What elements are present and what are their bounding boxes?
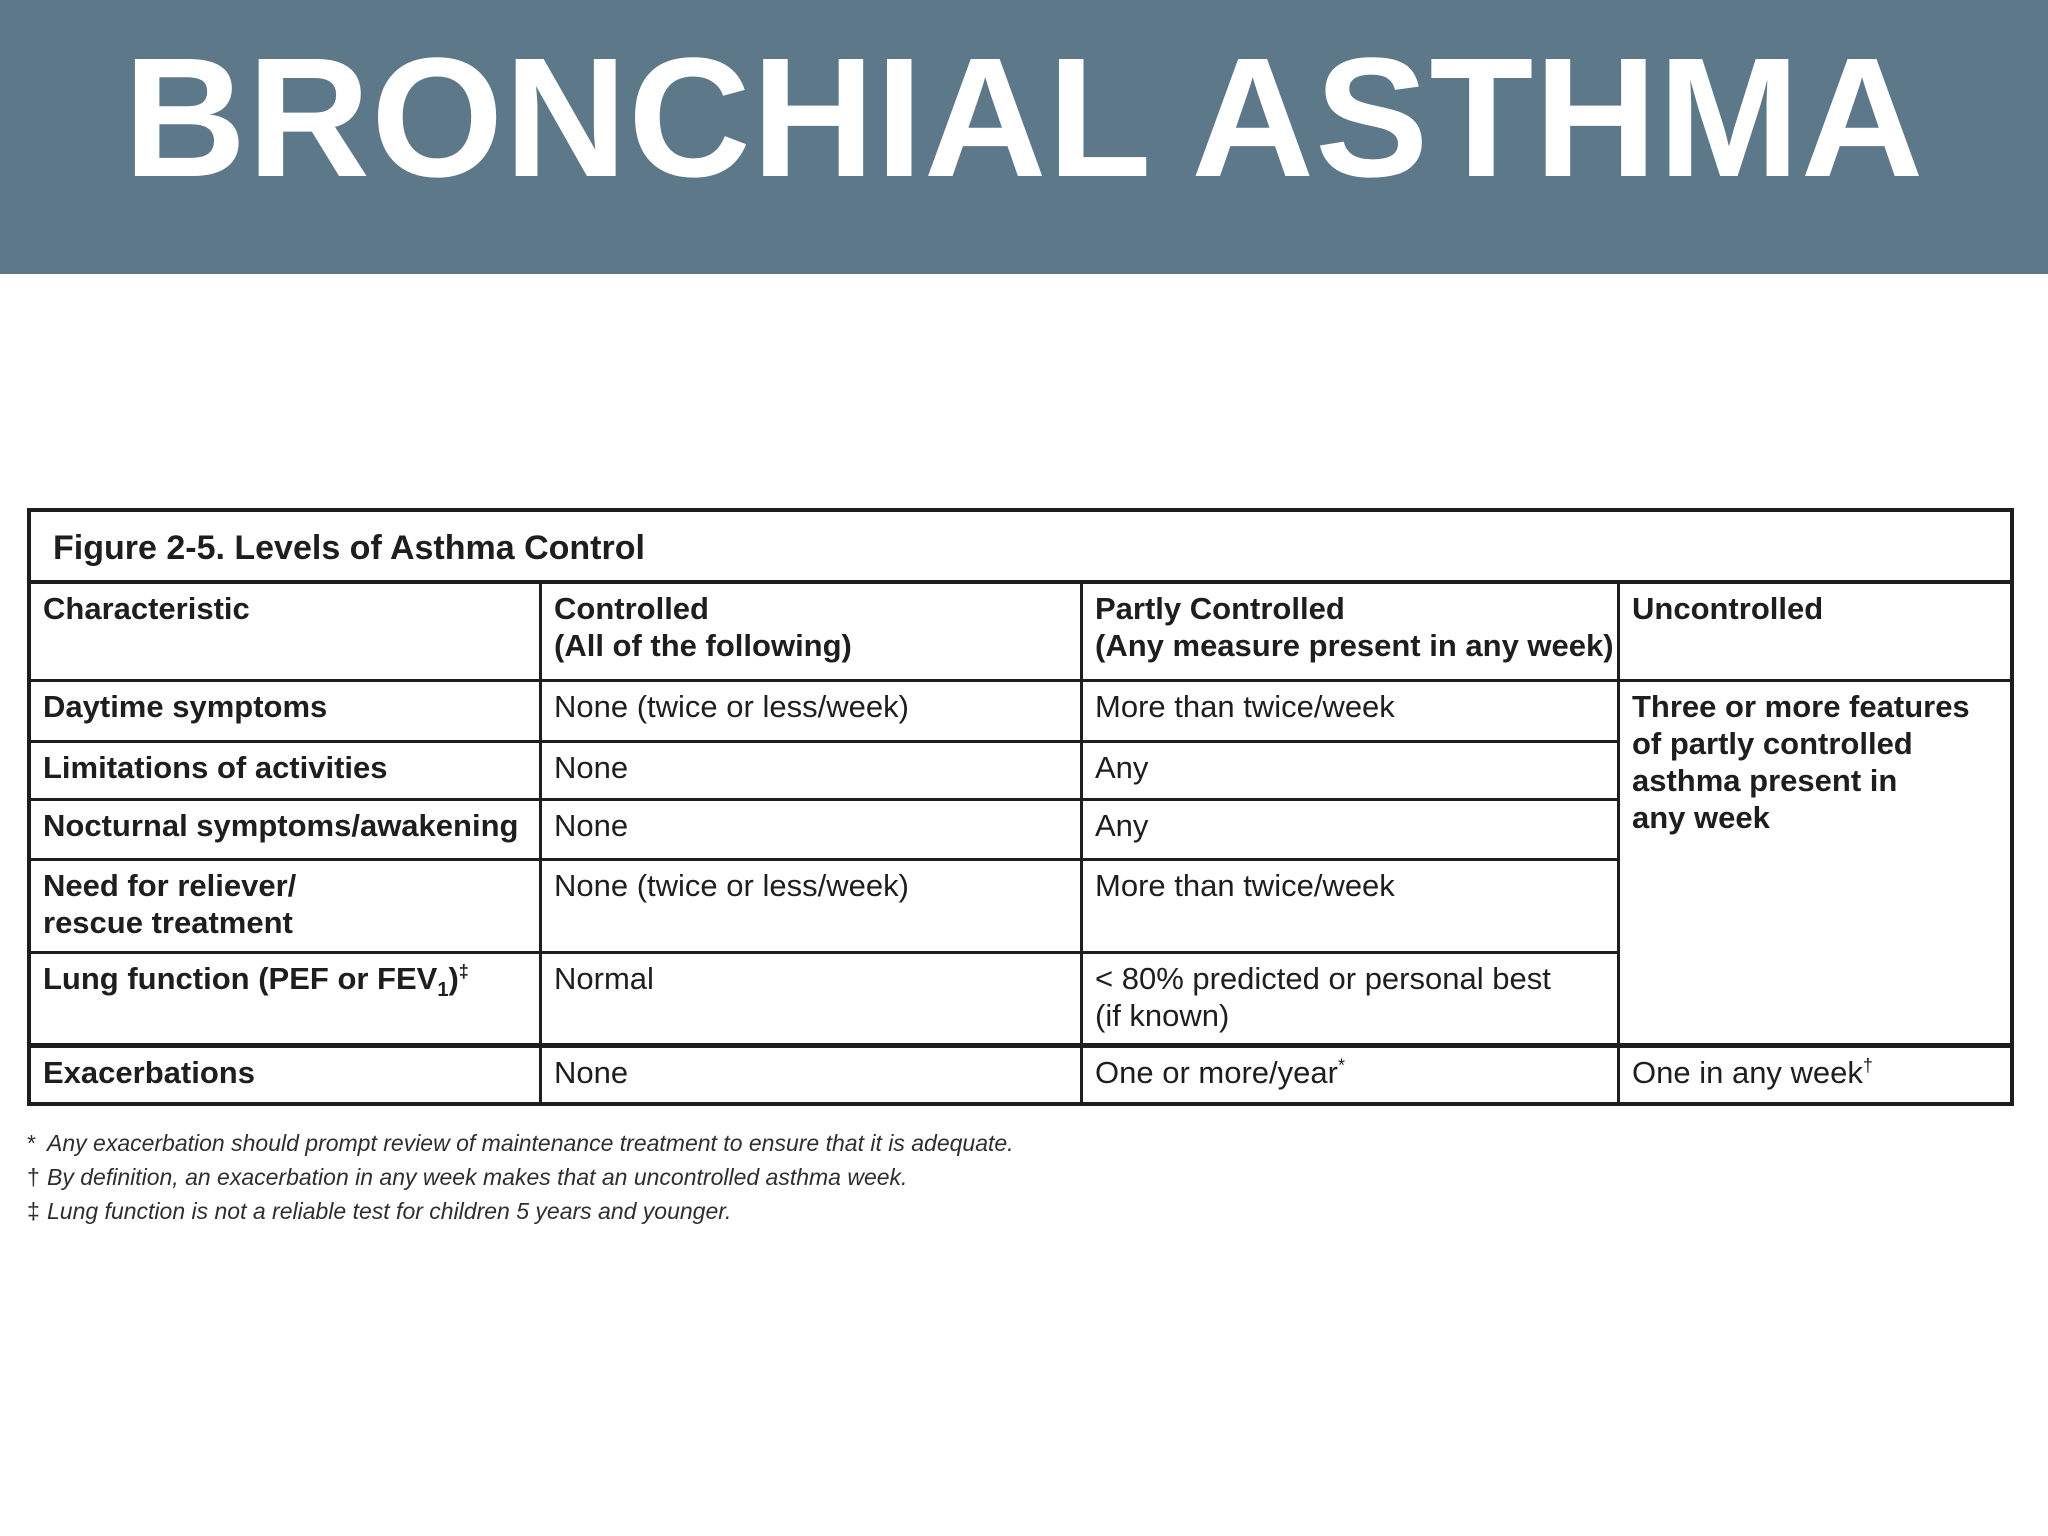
header-controlled <box>542 584 1080 679</box>
footnote-marker: † <box>27 1164 40 1190</box>
header-controlled-label: Controlled <box>554 591 709 626</box>
row-controlled-value <box>542 954 1080 1043</box>
footnote-item <box>27 1160 1327 1194</box>
footnote-item <box>27 1194 1327 1228</box>
row-characteristic-label: Nocturnal symptoms/awakening <box>43 808 519 843</box>
cell-text: of partly controlled <box>1632 726 1913 761</box>
footnote-text: Lung function is not a reliable test for children 5 years and younger. <box>47 1198 732 1224</box>
header-uncontrolled-label: Uncontrolled <box>1632 591 1824 626</box>
row-characteristic-label: Need for reliever/ <box>43 868 297 903</box>
row-controlled-value <box>542 861 1080 951</box>
figure-caption-row <box>31 512 2010 584</box>
header-controlled-sublabel: (All of the following) <box>554 628 852 663</box>
header-partly-sublabel: (Any measure present in any week) <box>1095 628 1614 663</box>
header-partly-label: Partly Controlled <box>1095 591 1345 626</box>
cell-text: Any <box>1095 808 1149 843</box>
row-characteristic-label: Limitations of activities <box>43 750 388 785</box>
cell-text: (if known) <box>1095 998 1230 1033</box>
footnote-text: Any exacerbation should prompt review of maintenance treatment to ensure that it is adequate. <box>47 1130 1014 1156</box>
cell-text: One or more/year <box>1095 1055 1338 1090</box>
footnote-marker: ‡ <box>27 1198 40 1224</box>
row-partly-value <box>1083 743 1617 798</box>
cell-text: None (twice or less/week) <box>554 868 909 903</box>
cell-text: Normal <box>554 961 654 996</box>
uncontrolled-merged-cell <box>1620 682 2011 1043</box>
row-characteristic <box>31 861 539 951</box>
row-controlled-value <box>542 743 1080 798</box>
footnote-marker: ‡ <box>458 961 469 982</box>
row-characteristic-label: Lung function (PEF or FEV <box>43 961 438 996</box>
row-characteristic-label: Daytime symptoms <box>43 689 328 724</box>
row-characteristic-label: Exacerbations <box>43 1055 255 1090</box>
cell-text: One in any week <box>1632 1055 1863 1090</box>
subscript-text: 1 <box>437 979 449 1002</box>
cell-text: < 80% predicted or personal best <box>1095 961 1551 996</box>
row-partly-value <box>1083 954 1617 1043</box>
figure-caption: Figure 2-5. Levels of Asthma Control <box>53 529 645 567</box>
cell-text: None <box>554 750 629 785</box>
cell-text: Any <box>1095 750 1149 785</box>
row-uncontrolled-value <box>1620 1048 2011 1102</box>
footnote-marker: † <box>1862 1055 1873 1076</box>
row-partly-value <box>1083 861 1617 951</box>
cell-text: asthma present in <box>1632 763 1898 798</box>
row-characteristic <box>31 682 539 740</box>
row-characteristic <box>31 1048 539 1102</box>
header-characteristic-label: Characteristic <box>43 591 250 626</box>
row-characteristic <box>31 743 539 798</box>
header-partly-controlled <box>1083 584 1617 679</box>
row-characteristic <box>31 801 539 858</box>
header-characteristic <box>31 584 539 679</box>
row-partly-value <box>1083 801 1617 858</box>
row-partly-value <box>1083 1048 1617 1102</box>
cell-text: None <box>554 808 629 843</box>
title-banner <box>0 0 2048 274</box>
cell-text: None (twice or less/week) <box>554 689 909 724</box>
footnote-item <box>27 1126 1327 1160</box>
footnotes <box>27 1126 1327 1228</box>
cell-text: None <box>554 1055 629 1090</box>
row-characteristic-label: rescue treatment <box>43 905 293 940</box>
slide-title: BRONCHIAL ASTHMA <box>123 23 1925 213</box>
footnote-text: By definition, an exacerbation in any week makes that an uncontrolled asthma week. <box>47 1164 908 1190</box>
row-characteristic <box>31 954 539 1043</box>
footnote-marker: * <box>27 1130 36 1156</box>
row-controlled-value <box>542 801 1080 858</box>
row-characteristic-label: ) <box>448 961 459 996</box>
header-uncontrolled <box>1620 584 2011 679</box>
row-controlled-value <box>542 682 1080 740</box>
footnote-marker: * <box>1337 1055 1345 1076</box>
row-controlled-value <box>542 1048 1080 1102</box>
cell-text: any week <box>1632 800 1770 835</box>
cell-text: More than twice/week <box>1095 689 1395 724</box>
cell-text: More than twice/week <box>1095 868 1395 903</box>
row-partly-value <box>1083 682 1617 740</box>
cell-text: Three or more features <box>1632 689 1970 724</box>
asthma-control-table <box>27 508 2014 1106</box>
